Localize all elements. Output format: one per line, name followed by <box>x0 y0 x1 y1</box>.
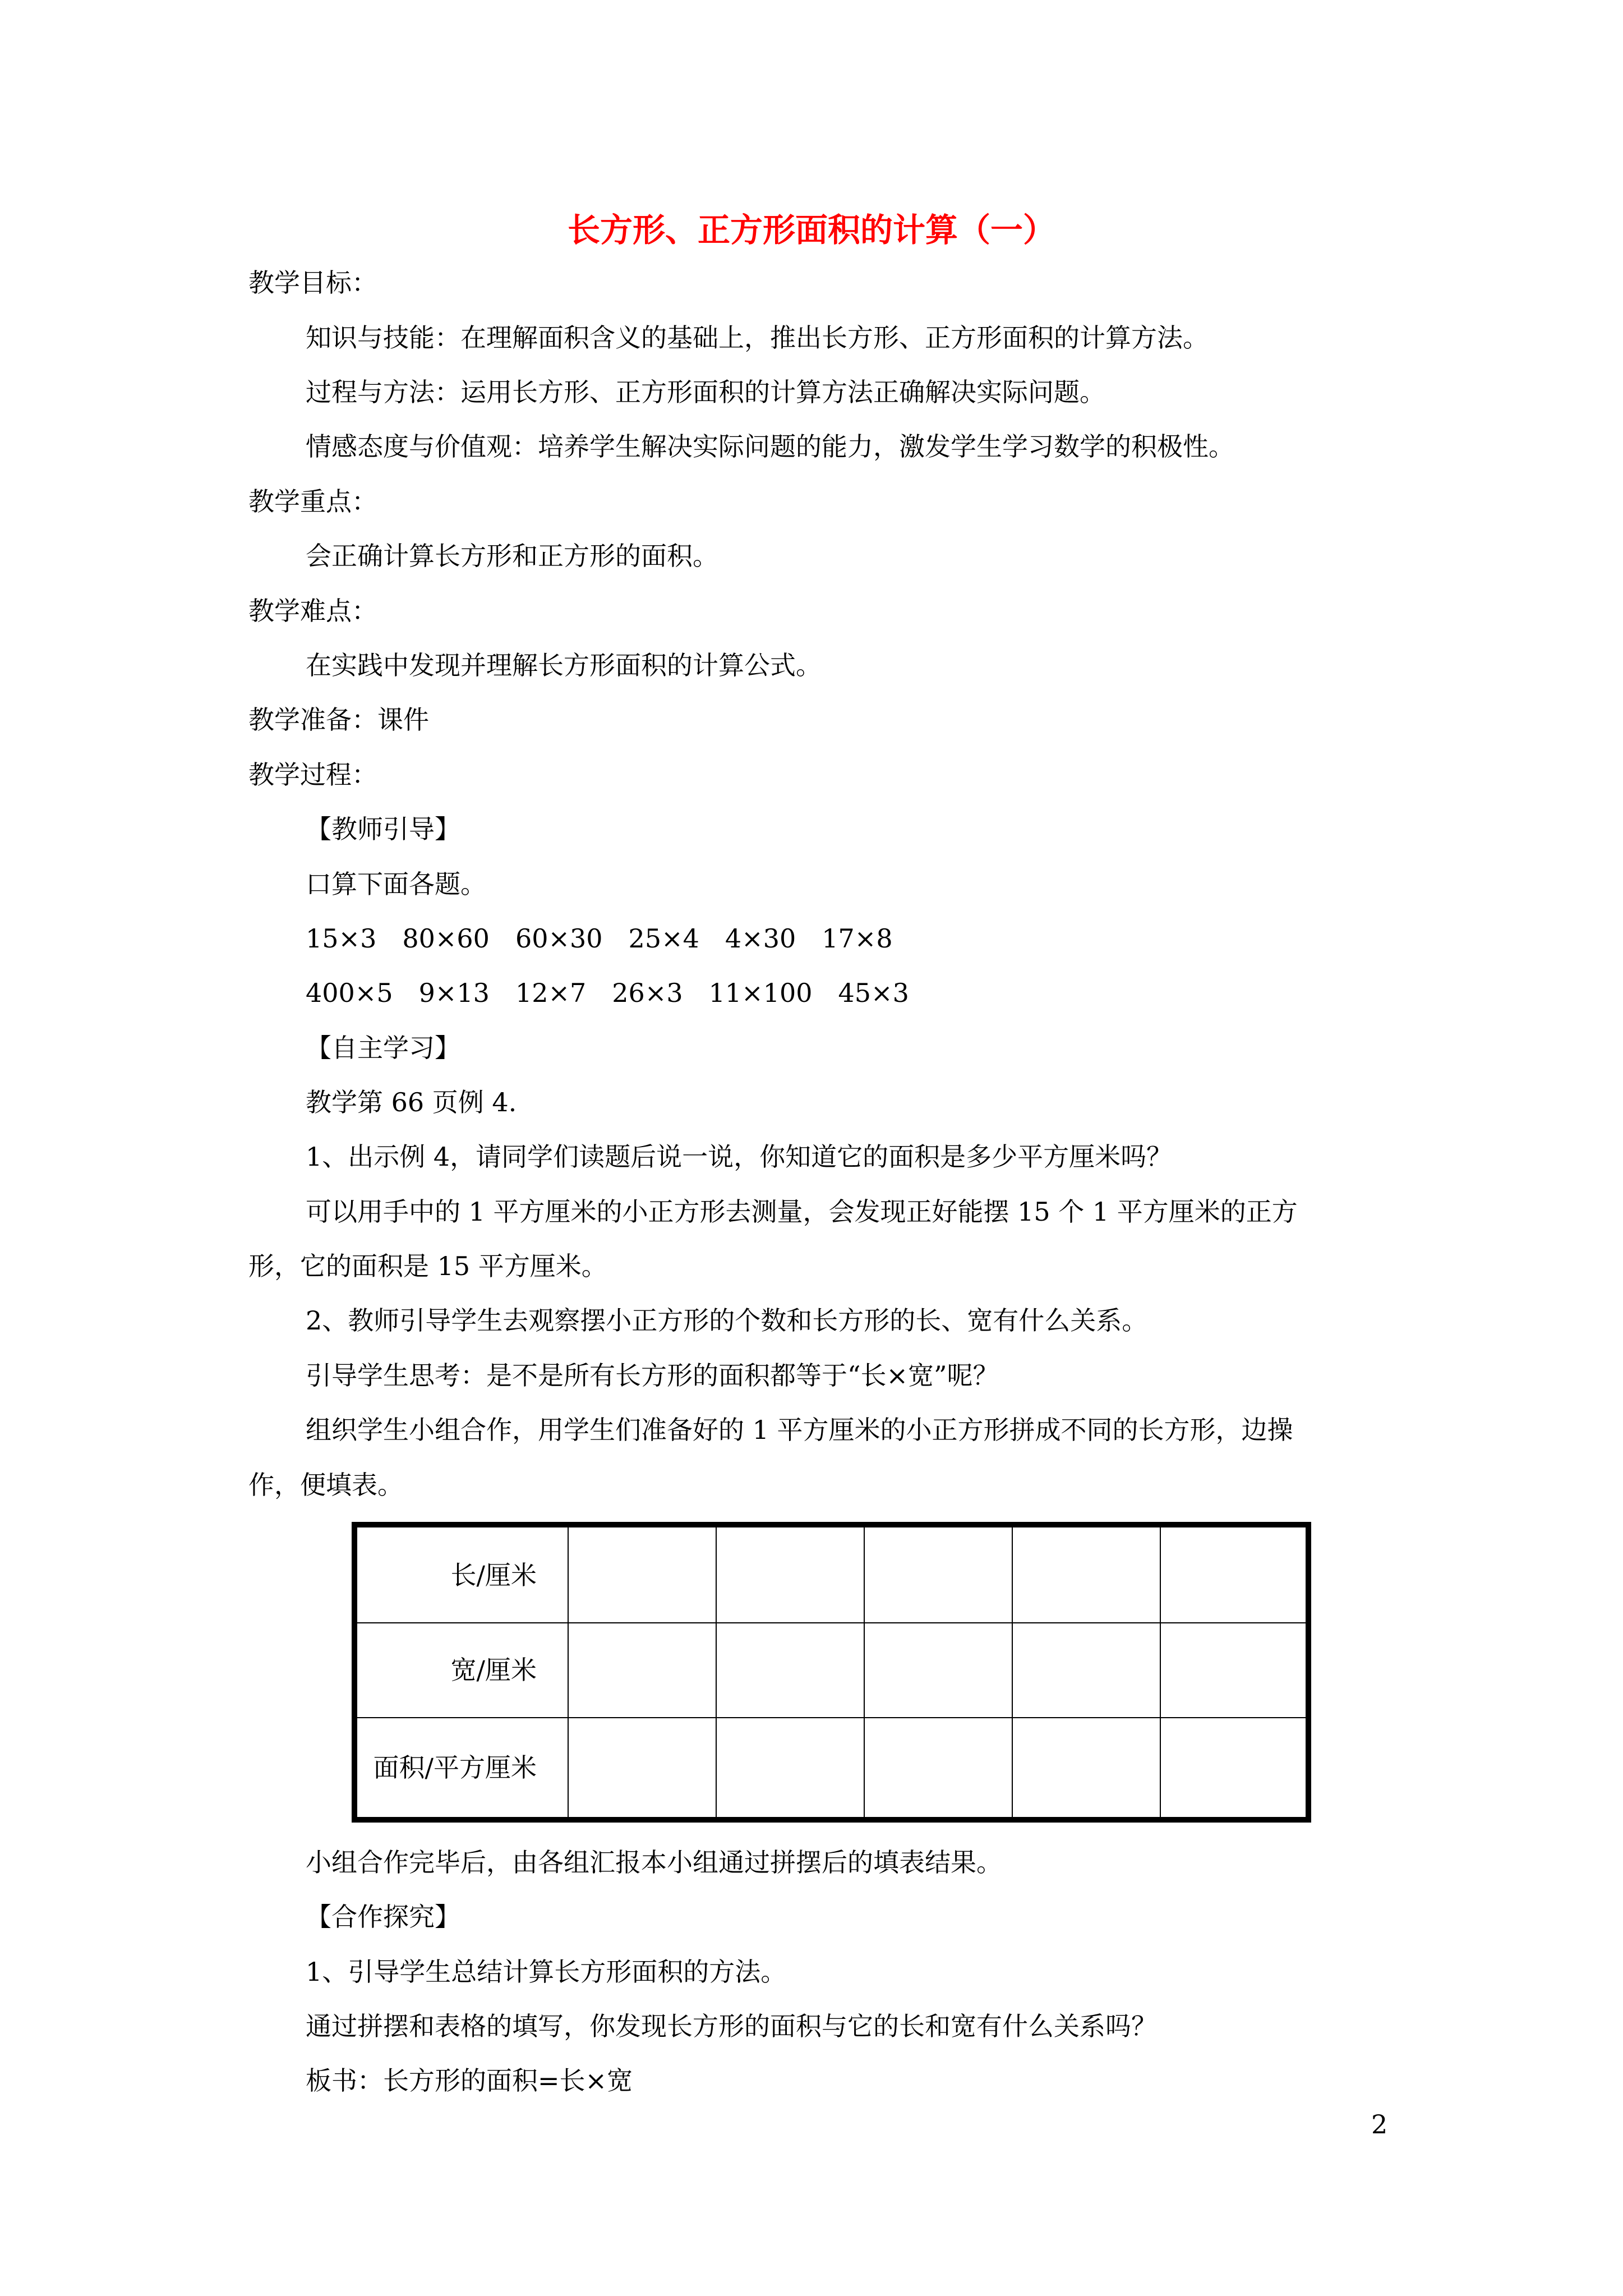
section-heading-objectives: 教学目标： <box>248 268 377 298</box>
table-cell <box>568 1623 716 1717</box>
paragraph: 教学第 66 页例 4. <box>306 1087 517 1117</box>
paragraph: 口算下面各题。 <box>306 869 486 899</box>
table-cell <box>716 1623 864 1717</box>
table-cell <box>568 1718 716 1820</box>
paragraph: 通过拼摆和表格的填写，你发现长方形的面积与它的长和宽有什么关系吗？ <box>306 2011 1157 2041</box>
paragraph: 引导学生思考：是不是所有长方形的面积都等于“长×宽”呢？ <box>306 1360 999 1391</box>
section-heading-process: 教学过程： <box>248 760 377 790</box>
table-cell <box>1160 1718 1308 1820</box>
page-number: 2 <box>1371 2109 1388 2139</box>
paragraph: 2、教师引导学生去观察摆小正方形的个数和长方形的长、宽有什么关系。 <box>306 1305 1148 1336</box>
table-cell <box>1012 1718 1160 1820</box>
section-heading-preparation: 教学准备：课件 <box>248 705 429 735</box>
paragraph: 情感态度与价值观：培养学生解决实际问题的能力，激发学生学习数学的积极性。 <box>306 431 1234 462</box>
fill-in-table <box>352 1522 1311 1823</box>
table-row <box>354 1623 1308 1717</box>
table-cell <box>568 1525 716 1623</box>
table-cell <box>1160 1525 1308 1623</box>
arithmetic-row: 15×3 80×60 60×30 25×4 4×30 17×8 <box>306 923 893 954</box>
row-label-width: 宽/厘米 <box>354 1623 568 1717</box>
paragraph: 小组合作完毕后，由各组汇报本小组通过拼摆后的填表结果。 <box>306 1847 1002 1878</box>
row-label-area: 面积/平方厘米 <box>354 1718 568 1820</box>
table-cell <box>864 1718 1012 1820</box>
subsection-heading: 【教师引导】 <box>306 814 460 844</box>
paragraph: 会正确计算长方形和正方形的面积。 <box>306 541 718 571</box>
document-title: 长方形、正方形面积的计算（一） <box>567 211 1055 249</box>
paragraph: 1、引导学生总结计算长方形面积的方法。 <box>306 1957 787 1987</box>
table-row <box>354 1525 1308 1623</box>
row-label-length: 长/厘米 <box>354 1525 568 1623</box>
table-cell <box>716 1525 864 1623</box>
section-heading-key-points: 教学重点： <box>248 486 377 517</box>
paragraph: 可以用手中的 1 平方厘米的小正方形去测量，会发现正好能摆 15 个 1 平方厘米的正方 <box>306 1197 1298 1227</box>
section-heading-difficulties: 教学难点： <box>248 596 377 626</box>
table-cell <box>1012 1623 1160 1717</box>
table-cell <box>1160 1623 1308 1717</box>
paragraph: 在实践中发现并理解长方形面积的计算公式。 <box>306 650 822 680</box>
subsection-heading: 【自主学习】 <box>306 1033 460 1063</box>
table-cell <box>1012 1525 1160 1623</box>
paragraph: 1、出示例 4，请同学们读题后说一说，你知道它的面积是多少平方厘米吗？ <box>306 1142 1173 1172</box>
paragraph-continuation: 作，便填表。 <box>248 1470 403 1500</box>
table-cell <box>864 1525 1012 1623</box>
subsection-heading: 【合作探究】 <box>306 1902 460 1932</box>
paragraph: 知识与技能：在理解面积含义的基础上，推出长方形、正方形面积的计算方法。 <box>306 323 1209 353</box>
paragraph: 过程与方法：运用长方形、正方形面积的计算方法正确解决实际问题。 <box>306 377 1105 407</box>
paragraph: 板书：长方形的面积=长×宽 <box>306 2065 633 2096</box>
table-row <box>354 1718 1308 1820</box>
table-cell <box>864 1623 1012 1717</box>
paragraph: 组织学生小组合作，用学生们准备好的 1 平方厘米的小正方形拼成不同的长方形，边操 <box>306 1415 1293 1445</box>
paragraph-continuation: 形，它的面积是 15 平方厘米。 <box>248 1251 607 1281</box>
arithmetic-row: 400×5 9×13 12×7 26×3 11×100 45×3 <box>306 978 909 1008</box>
table-cell <box>716 1718 864 1820</box>
